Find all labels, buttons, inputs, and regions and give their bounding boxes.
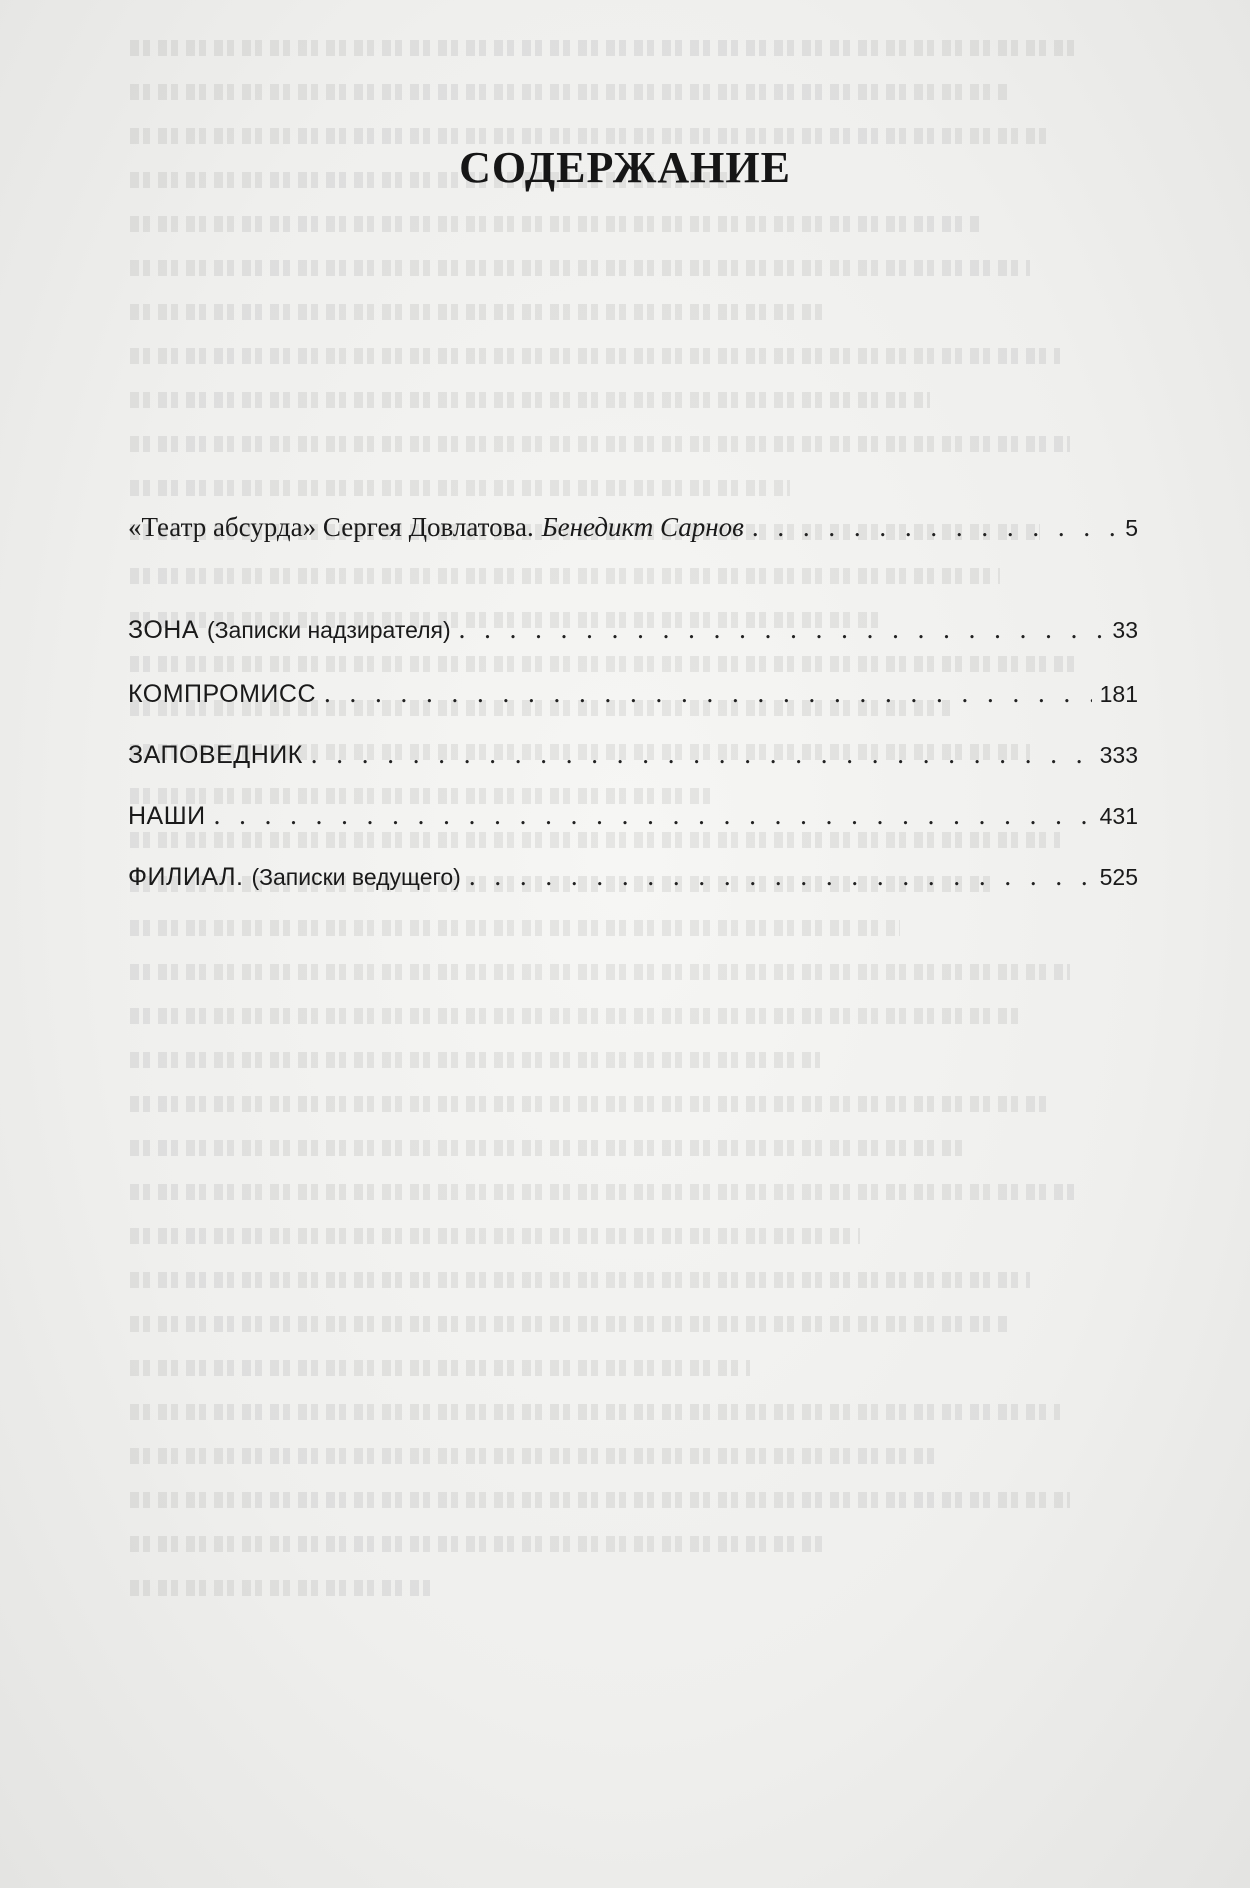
toc-entry-kompromiss[interactable]	[128, 676, 1138, 711]
toc-entry-label: НАШИ	[128, 802, 206, 830]
toc-entry-subtitle: (Записки ведущего)	[251, 864, 461, 890]
dot-leader	[214, 798, 1092, 832]
toc-entry-zapovednik[interactable]	[128, 737, 1138, 772]
toc-entry-page: 333	[1099, 742, 1138, 768]
dot-leader	[459, 612, 1105, 646]
toc-entry-preface[interactable]	[128, 510, 1138, 545]
dot-leader	[752, 510, 1117, 544]
toc-entry-filial[interactable]	[128, 859, 1138, 894]
toc-entry-author: Бенедикт Сарнов	[541, 512, 744, 542]
toc-entry-nashi[interactable]	[128, 798, 1138, 833]
page-title: СОДЕРЖАНИЕ	[459, 143, 791, 192]
toc-entry-label: ЗОНА	[128, 616, 199, 644]
toc-entry-page: 431	[1099, 803, 1138, 829]
toc-entry-page: 181	[1099, 681, 1138, 707]
toc-entry-label: ЗАПОВЕДНИК	[128, 741, 303, 769]
toc-entry-label: «Театр абсурда» Сергея Довлатова.	[128, 512, 534, 542]
bleed-through-text	[130, 40, 1130, 1840]
toc-entry-subtitle: (Записки надзирателя)	[207, 617, 451, 643]
dot-leader	[311, 737, 1092, 771]
toc-entry-page: 5	[1125, 515, 1138, 541]
toc-entry-label: КОМПРОМИСС	[128, 680, 316, 708]
dot-leader	[324, 676, 1092, 710]
toc-entry-page: 525	[1099, 864, 1138, 890]
toc-entry-page: 33	[1112, 617, 1138, 643]
toc-entry-zona[interactable]	[128, 612, 1138, 647]
dot-leader	[469, 859, 1092, 893]
toc-entry-label: ФИЛИАЛ.	[128, 863, 244, 891]
